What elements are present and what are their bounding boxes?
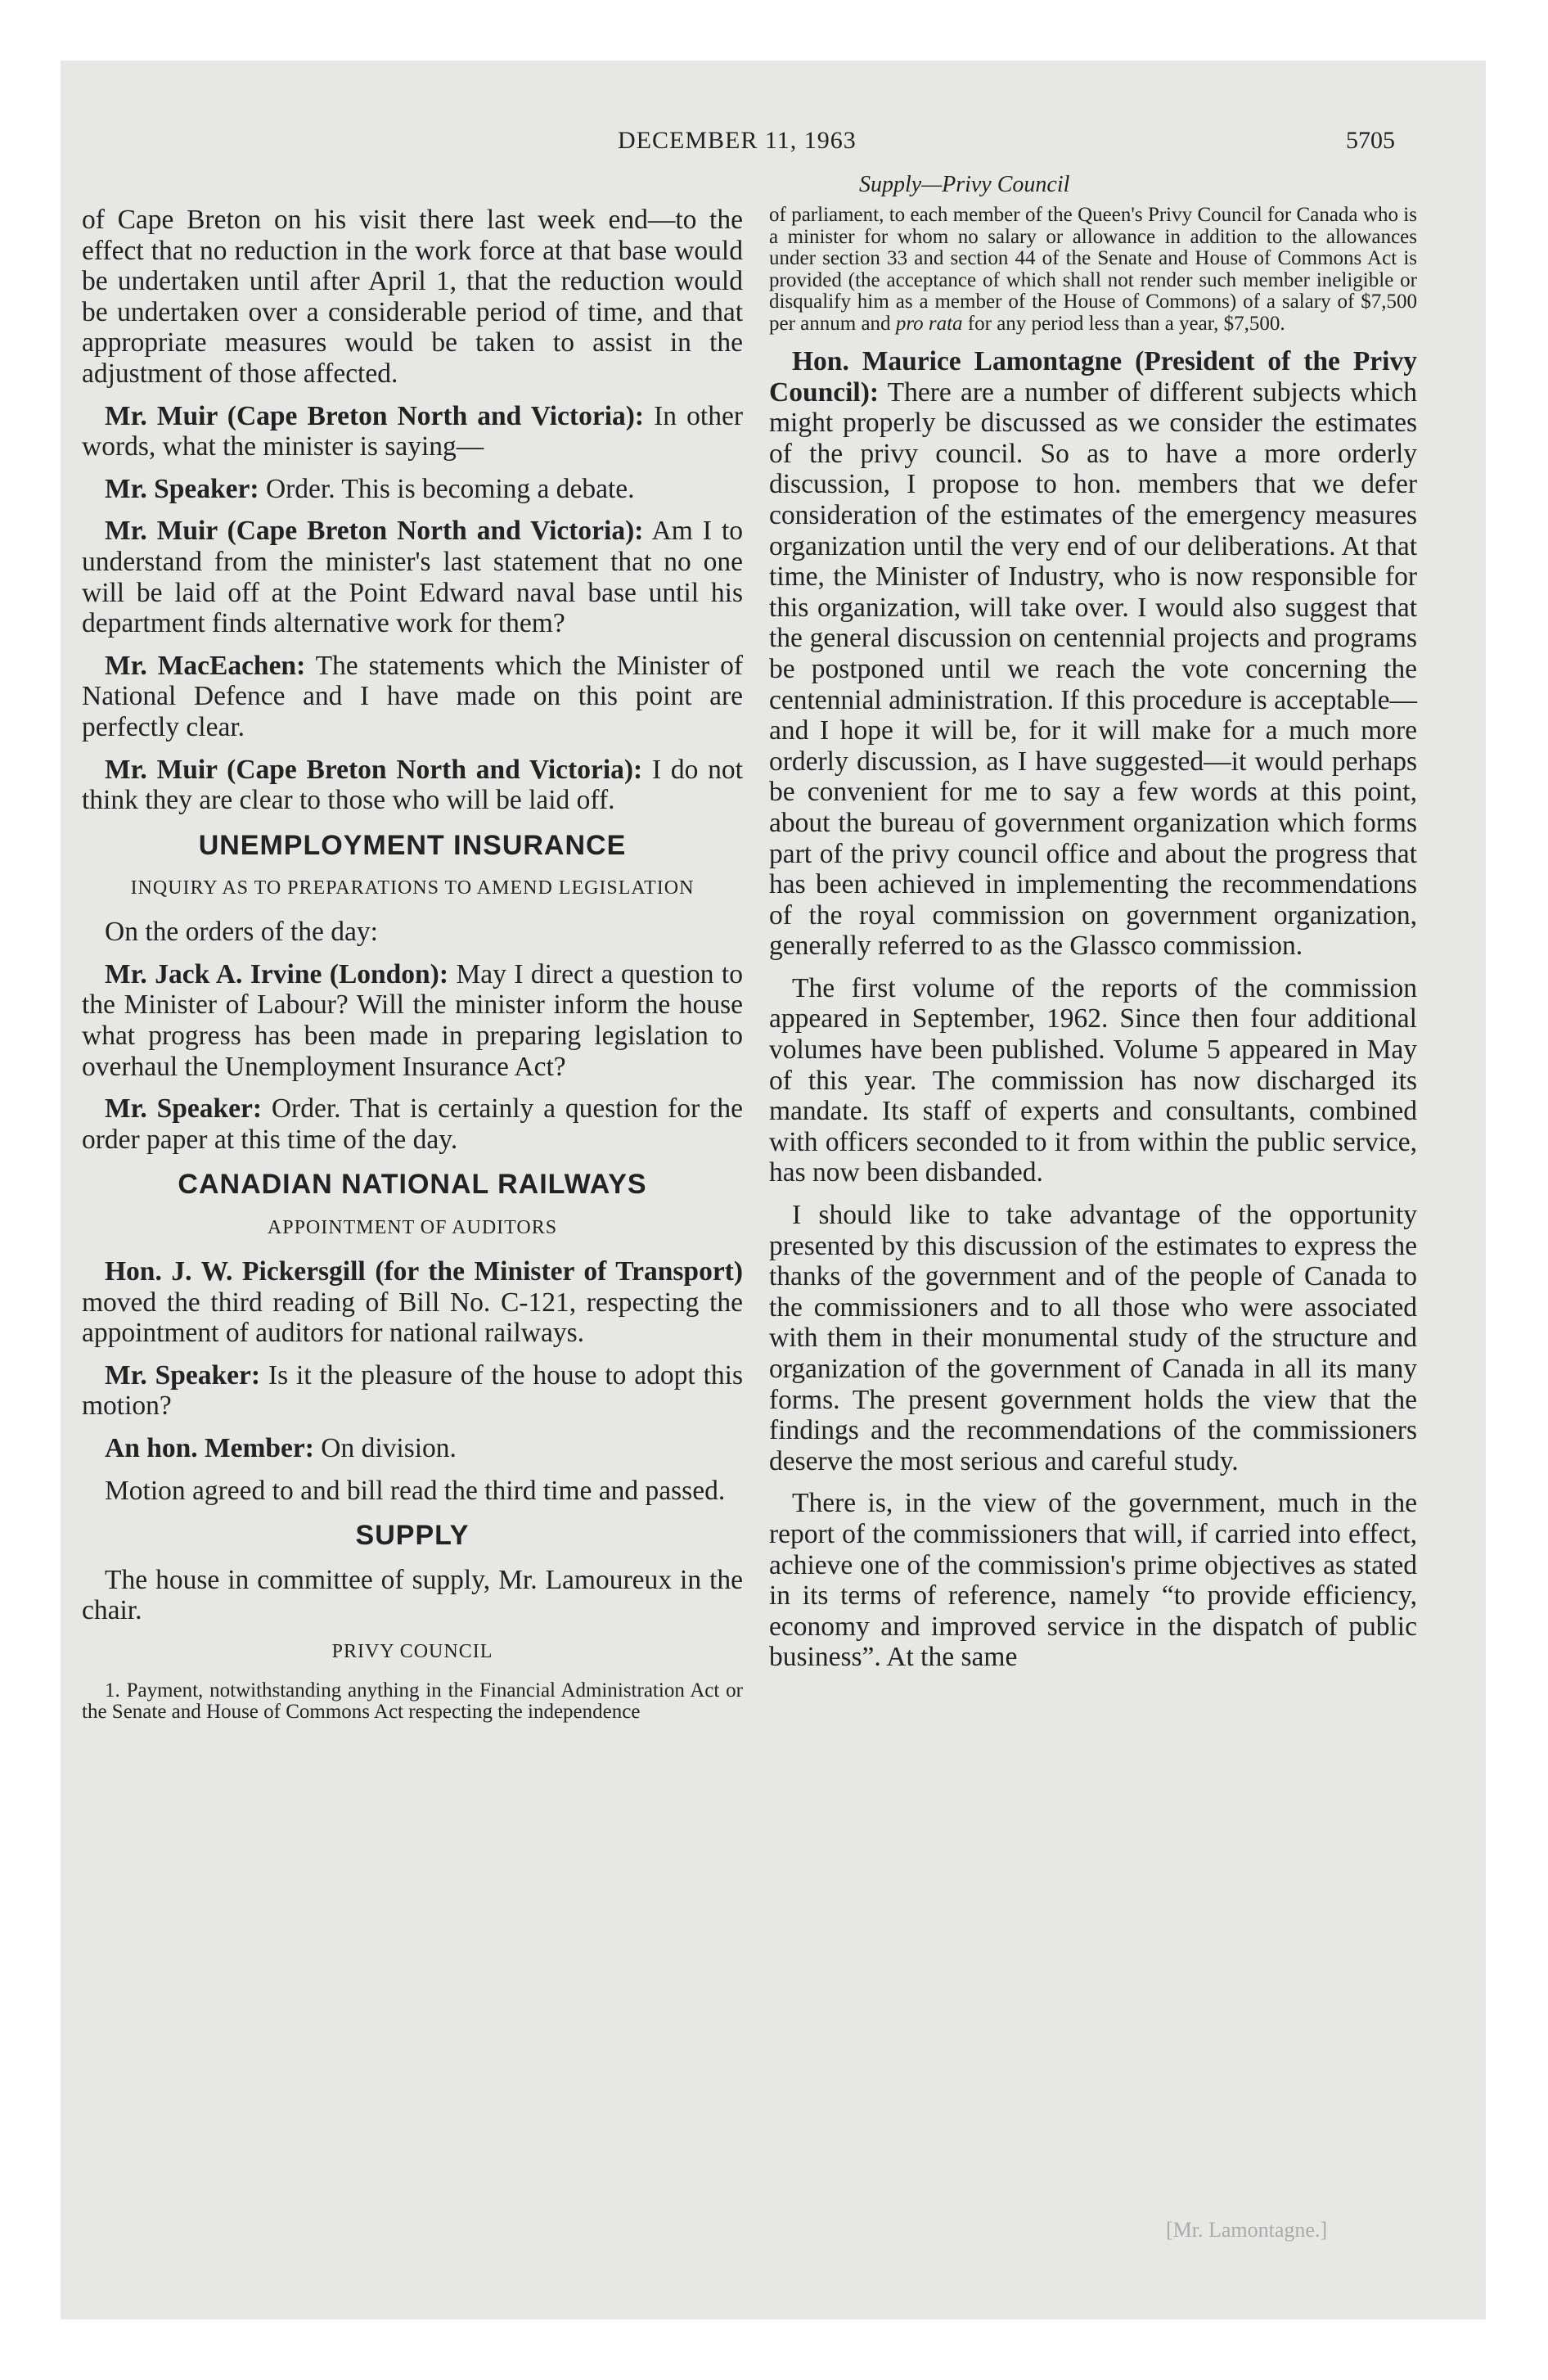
speech-text: moved the third reading of Bill No. C-121, respecting the appointment of auditors for national railways. xyxy=(82,1287,743,1349)
speaker-name: Mr. MacEachen: xyxy=(105,650,306,681)
speech-text: The statements which the Minister of National Defence and I have made on this point are perfectly clear. xyxy=(82,650,744,742)
speech xyxy=(82,1256,743,1349)
section-heading: SUPPLY xyxy=(355,1520,470,1552)
speech-text: Order. That is certainly a question for the order paper at this time of the day. xyxy=(82,1093,743,1155)
speech xyxy=(82,474,743,505)
estimate-item-continued xyxy=(769,205,1417,335)
speech xyxy=(769,346,1417,962)
estimate-text: for any period less than a year, $7,500. xyxy=(962,312,1285,335)
speaker-footer: [Mr. Lamontagne.] xyxy=(1166,2218,1328,2242)
speech-text: Is it the pleasure of the house to adopt this motion? xyxy=(82,1359,743,1422)
speech xyxy=(82,1093,743,1155)
speaker-name: Mr. Jack A. Irvine (London): xyxy=(105,958,448,989)
italic-term: pro rata xyxy=(895,312,963,335)
speaker-name: Hon. J. W. Pickersgill (for the Minister of Transport) xyxy=(105,1256,743,1287)
speech xyxy=(82,959,743,1082)
speech xyxy=(82,401,743,462)
paragraph: Motion agreed to and bill read the third time and passed. xyxy=(105,1475,726,1506)
speaker-name: Mr. Muir (Cape Breton North and Victoria): xyxy=(105,754,643,785)
subsection-heading: INQUIRY AS TO PREPARATIONS TO AMEND LEGISLATION xyxy=(130,877,695,899)
speech xyxy=(82,1360,743,1422)
speech-text: There are a number of different subjects which might properly be discussed as we consider the estimates of the privy council. So as to have a more orderly discussion, I propose to hon. members that we defer consideration of the estimates of the emergency measures organization until the very end of our deliberations. At that time, the Minister of Industry, who is now responsible for this organization, will take over. I would also suggest that the general discussion on centennial projects and programs be postponed until we reach the vote concerning the centennial administration. If this procedure is acceptable—and I hope it will be, for it will make for a much more orderly discussion, as I have suggested—it would perhaps be convenient for me to say a few words at this point, about the bureau of government organization which forms part of the privy council office and about the progress that has been achieved in implementing the recommendations of the royal commission on government organization, generally referred to as the Glassco commission. xyxy=(769,376,1417,962)
speech-text: May I direct a question to the Minister of Labour? Will the minister inform the house what progress has been made in preparing legislation to overhaul the Unemployment Insurance Act? xyxy=(82,958,743,1082)
speaker-name: An hon. Member: xyxy=(105,1433,314,1463)
header-date: DECEMBER 11, 1963 xyxy=(618,127,857,154)
section-heading: CANADIAN NATIONAL RAILWAYS xyxy=(178,1169,647,1201)
subsection-heading: APPOINTMENT OF AUDITORS xyxy=(267,1217,558,1239)
speaker-name: Mr. Speaker: xyxy=(105,1359,261,1391)
paragraph: I should like to take advantage of the opportunity presented by this discussion of the estimates to express the thanks of the government and of the people of Canada to the commissioners and to all those who were associated with them in their monumental study of the structure and organization of the government of Canada in all its many forms. The present government holds the view that the findings and the recommendations of the commissioners deserve the most serious and careful study. xyxy=(769,1200,1417,1476)
speech xyxy=(82,516,743,638)
paragraph: of Cape Breton on his visit there last week end—to the effect that no reduction in the work force at that base would be undertaken until after April 1, that the reduction would be undertaken over a considerable period of time, and that appropriate measures would be taken to assist in the adjustment of those affected. xyxy=(82,205,743,389)
left-column xyxy=(82,205,743,1735)
paragraph: On the orders of the day: xyxy=(105,917,378,948)
speech-text: On division. xyxy=(313,1433,457,1463)
speaker-name: Hon. Maurice Lamontagne (President of the Privy Council): xyxy=(769,346,1417,408)
speech-text: In other words, what the minister is saying— xyxy=(82,400,743,462)
speaker-name: Mr. Muir (Cape Breton North and Victoria): xyxy=(105,400,645,431)
subsection-heading: PRIVY COUNCIL xyxy=(331,1640,493,1662)
speech xyxy=(82,1433,743,1464)
estimate-text: of parliament, to each member of the Queen's Privy Council for Canada who is a minister for whom no salary or allowance in addition to the allowances under section 33 and section 44 of the Senate and House of Commons Act is provided (the acceptance of which shall not render such member ineligible or disqualify him as a member of the House of Commons) of a salary of $7,500 per annum and xyxy=(769,204,1417,335)
paragraph: There is, in the view of the government, much in the report of the commissioners that will, if carried into effect, achieve one of the commission's prime objectives as stated in its terms of reference, namely “to provide efficiency, economy and improved service in the dispatch of public business”. At the same xyxy=(769,1488,1417,1673)
speech-text: Am I to understand from the minister's last statement that no one will be laid off at the Point Edward naval base until his department finds alternative work for them? xyxy=(82,516,743,639)
speaker-name: Mr. Muir (Cape Breton North and Victoria): xyxy=(105,516,644,547)
paragraph: The first volume of the reports of the commission appeared in September, 1962. Since then four additional volumes have been published. Volume 5 appeared in May of this year. The commission has now discharged its mandate. Its staff of experts and consultants, combined with officers seconded to it from within the public service, has now been disbanded. xyxy=(769,972,1417,1188)
paragraph: The house in committee of supply, Mr. Lamoureux in the chair. xyxy=(82,1564,743,1626)
page-number: 5705 xyxy=(1346,127,1395,154)
speaker-name: Mr. Speaker: xyxy=(105,473,259,504)
speech-text: I do not think they are clear to those who will be laid off. xyxy=(82,754,743,816)
speech xyxy=(82,755,743,816)
speech xyxy=(82,651,743,743)
speech-text: Order. This is becoming a debate. xyxy=(259,473,635,504)
estimate-item: 1. Payment, notwithstanding anything in the Financial Administration Act or the Senate and House of Commons Act respecting the independence xyxy=(82,1679,743,1724)
speaker-name: Mr. Speaker: xyxy=(105,1093,263,1125)
running-subject: Supply—Privy Council xyxy=(859,172,1070,197)
right-column xyxy=(769,205,1417,1684)
section-heading: UNEMPLOYMENT INSURANCE xyxy=(198,829,627,861)
